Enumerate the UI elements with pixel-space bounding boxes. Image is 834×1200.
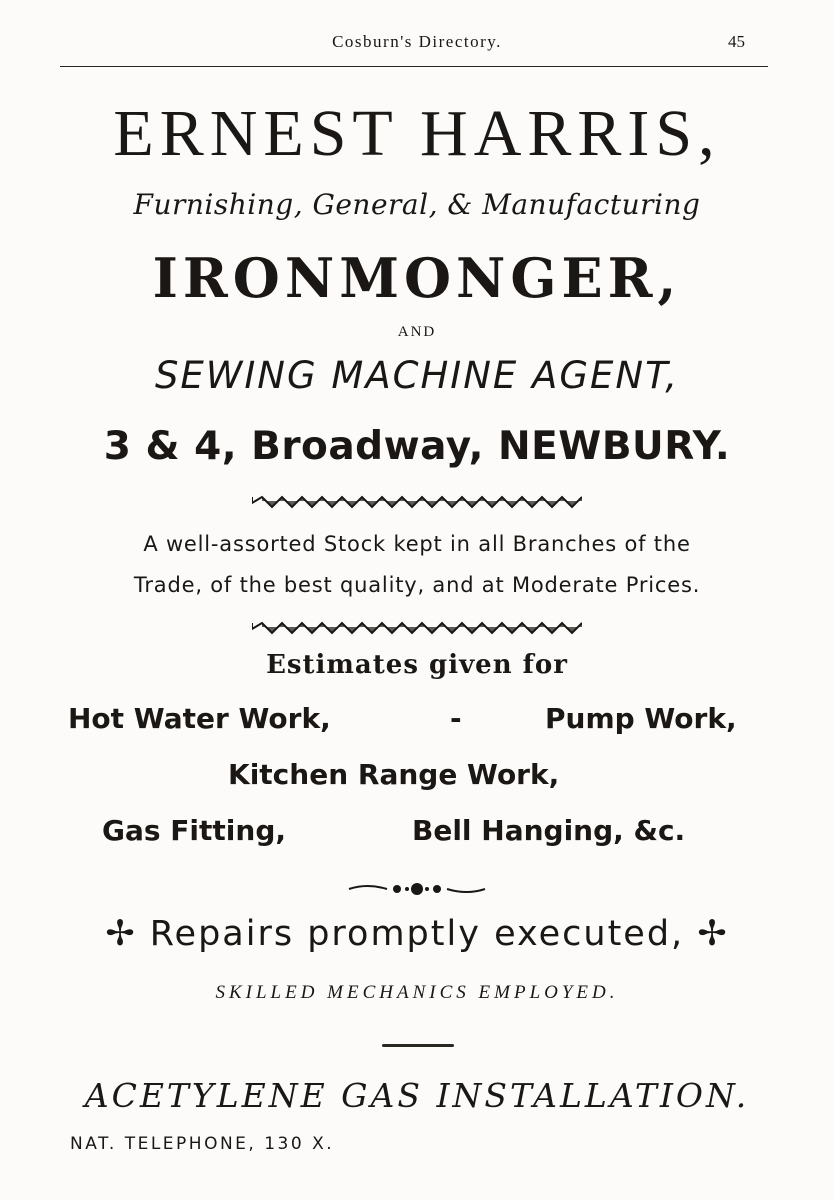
estimates-heading: Estimates given for (266, 650, 568, 680)
address-line: 3 & 4, Broadway, NEWBURY. (103, 424, 731, 469)
hot-water-work: Hot Water Work, (68, 702, 331, 735)
work-separator: - (450, 702, 462, 735)
stock-line-2: Trade, of the best quality, and at Moderate Prices. (133, 573, 701, 597)
sewing-agent-line: SEWING MACHINE AGENT, (154, 354, 680, 397)
header-rule (60, 66, 768, 67)
directory-title: Cosburn's Directory. (332, 32, 502, 51)
trades-line: Furnishing, General, & Manufacturing (133, 188, 701, 221)
ironmonger-heading: IRONMONGER, (152, 246, 682, 310)
zigzag-divider-bottom (0, 620, 834, 634)
telephone-line: NAT. TELEPHONE, 130 X. (70, 1134, 335, 1154)
acetylene-line: ACETYLENE GAS INSTALLATION. (84, 1076, 750, 1115)
zigzag-divider-top (0, 494, 834, 508)
repairs-text: Repairs promptly executed, (149, 914, 685, 954)
pump-work: Pump Work, (545, 702, 737, 735)
repairs-line (0, 914, 834, 954)
kitchen-range-work: Kitchen Range Work, (228, 758, 560, 791)
bell-hanging: Bell Hanging, &c. (412, 814, 686, 847)
short-divider (382, 1044, 454, 1047)
advertiser-name: ERNEST HARRIS, (113, 97, 721, 170)
skilled-mechanics: SKILLED MECHANICS EMPLOYED. (215, 982, 619, 1003)
and-word: AND (397, 324, 437, 340)
flourish-ornament (0, 880, 834, 902)
page-number: 45 (728, 32, 745, 51)
stock-line-1: A well-assorted Stock kept in all Branches of the (143, 532, 691, 556)
gas-fitting: Gas Fitting, (102, 814, 286, 847)
star-ornament-icon: ✢ (105, 914, 137, 954)
star-ornament-icon: ✢ (697, 914, 729, 954)
